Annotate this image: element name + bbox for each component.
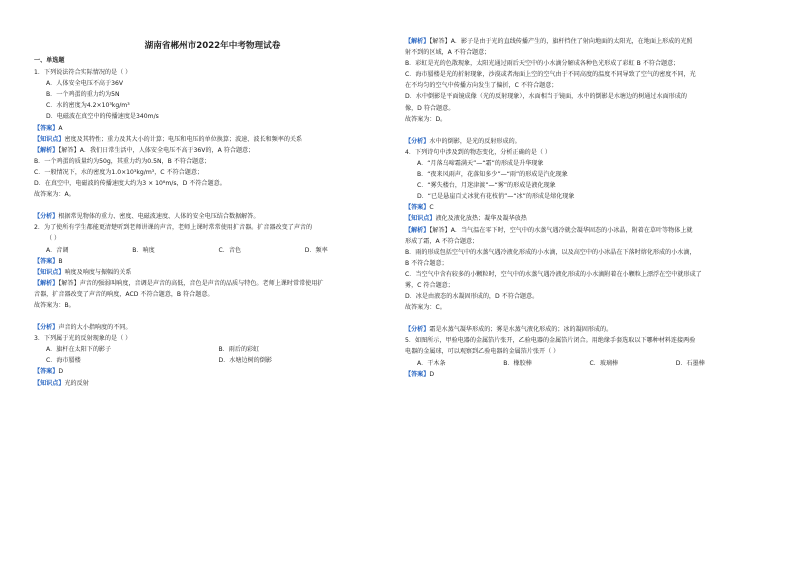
- q4-answer: [405, 202, 762, 213]
- q3-option-a: A．旗杆在太阳下的影子: [46, 346, 112, 354]
- knowledge-tag: 【知识点】: [34, 268, 65, 276]
- analysis-tag: 【分析】: [405, 326, 430, 334]
- q5-option-c: C．玻璃棒: [589, 359, 619, 367]
- analysis-text: 声音的大小指响度的不同。: [58, 324, 132, 332]
- knowledge-text: 液化及液化放热；凝华及凝华放热: [435, 215, 527, 223]
- q2-option-c: C．音色: [218, 246, 242, 254]
- q5-options: [405, 358, 762, 369]
- q3-analysis: [405, 136, 762, 147]
- page-title: 湖南省郴州市2022年中考物理试卷: [144, 41, 281, 51]
- q3-explain-3: B．彩虹是光的色散现象，太阳光通过雨后天空中的小水滴分解成各种色光形成了彩虹 B 不符合题意；: [405, 60, 680, 68]
- explain-text: 【解答】声音的强弱叫响度，音调是声音的高低，音色是声音的品质与特色。老师上课时常常使用扩: [58, 279, 324, 287]
- q3-knowledge: [34, 378, 391, 389]
- answer-value: A: [58, 124, 63, 132]
- q4-stem: 4．下列诗句中涉及到的物态变化，分析正确的是（ ）: [405, 148, 551, 156]
- q4-explain-6: 雾，C 符合题意；: [405, 281, 454, 289]
- explain-tag: 【解析】: [405, 226, 430, 234]
- answer-tag: 【答案】: [34, 257, 59, 265]
- explain-text: 【解答】A．当气温在零下时，空气中的水蒸气遇冷就会凝华固态的小冰晶，附着在草叶等物体上就: [429, 226, 693, 234]
- answer-tag: 【答案】: [405, 204, 430, 212]
- q3-explain-7: 像，D 符合题意。: [405, 104, 455, 112]
- section-heading: 一、单选题: [34, 57, 65, 64]
- q2-knowledge: [34, 267, 391, 278]
- q4-option-c: C．“雾失楼台，月迷津渡”—“雾”的形成是液化现象: [417, 182, 556, 190]
- q3-options-row1: [34, 344, 391, 355]
- q2-analysis: [34, 322, 391, 333]
- q2-explain-1: [34, 278, 391, 289]
- answer-value: C: [429, 204, 434, 212]
- q3-stem: 3．下列属于光的反射现象的是（ ）: [34, 335, 132, 343]
- q4-explain-3: B．雨的形成包括空气中的水蒸气遇冷液化形成的小水滴，以及高空中的小冰晶在下落时熔化形成的小水滴，: [405, 248, 696, 256]
- explain-tag: 【解析】: [34, 146, 59, 154]
- explain-text: 【解答】A．我们日常生活中，人体安全电压不高于36V的，A 符合题意；: [58, 146, 255, 154]
- q1-stem: 1．下列说法符合实际情况的是（ ）: [34, 69, 132, 77]
- q5-stem: 5．如图所示，甲验电器的金属箔片张开，乙验电器的金属箔片闭合。用绝缘手套选取以下哪种材料连接两验: [405, 337, 696, 345]
- analysis-tag: 【分析】: [405, 137, 430, 145]
- q2-option-b: B．响度: [132, 246, 155, 254]
- q1-knowledge: [34, 134, 391, 145]
- q2-final: 故答案为：B。: [34, 301, 75, 309]
- knowledge-text: 密度及其特性；重力及其大小的计算；电压和电压的单位换算；波速、波长和频率的关系: [64, 135, 303, 143]
- analysis-text: 根据常见物体的重力、密度、电磁波速度、人体的安全电压结合数据解答。: [58, 213, 260, 221]
- q4-explain-2: 形成了霜，A 不符合题意；: [405, 237, 479, 245]
- q2-answer: [34, 256, 391, 267]
- q1-explain-3: C．一般情况下，水的密度为1.0×10³kg/m³，C 不符合题意；: [34, 168, 204, 176]
- q3-explain-2: 射不到的区域，A 不符合题意；: [405, 49, 491, 57]
- q3-explain-5: 在不均匀的空气中传播方向发生了偏折，C 不符合题意；: [405, 82, 558, 90]
- answer-value: B: [58, 257, 63, 265]
- q1-option-c: C．水的密度为4.2×10³kg/m³: [46, 102, 130, 110]
- knowledge-text: 响度及响度与振幅的关系: [64, 268, 132, 276]
- q4-explain-7: D．冰是由液态的水凝固形成的，D 不符合题意。: [405, 293, 539, 301]
- q3-explain-1: [405, 36, 762, 47]
- answer-tag: 【答案】: [405, 370, 430, 378]
- q1-option-b: B．一个鸡蛋的重力约为5N: [46, 91, 120, 99]
- knowledge-tag: 【知识点】: [34, 135, 65, 143]
- analysis-tag: 【分析】: [34, 213, 59, 221]
- q1-analysis: [34, 211, 391, 222]
- q3-options-row2: [34, 355, 391, 366]
- q1-final: 故答案为：A。: [34, 191, 75, 199]
- q4-final: 故答案为：C。: [405, 304, 446, 312]
- q3-explain-6: D．水中倒影是平面镜成像（光的反射现象），水面相当于镜面，水中的倒影是水塘边的树通过水面形成的: [405, 93, 687, 101]
- q2-explain-2: 音器，扩音器改变了声音的响度，ACD 不符合题意，B 符合题意。: [34, 290, 214, 298]
- explain-text: 【解答】A．影子是由于光的直线传播产生的，旗杆挡住了射向地面的太阳光，在地面上形成的光照: [429, 38, 693, 45]
- explain-tag: 【解析】: [405, 38, 430, 45]
- q4-explain-1: [405, 225, 762, 236]
- analysis-text: 霜是水蒸气凝华形成的；雾是水蒸气液化形成的；冰的凝固形成的。: [429, 326, 613, 334]
- q1-explain-2: B．一个鸡蛋的质量约为50g，其重力约为0.5N，B 不符合题意；: [34, 157, 211, 165]
- right-column: [405, 36, 762, 380]
- q3-option-c: C．海市蜃楼: [46, 357, 81, 365]
- q4-explain-4: B 不符合题意；: [405, 259, 448, 267]
- q2-option-d: D．频率: [304, 246, 328, 254]
- q4-knowledge: [405, 213, 762, 224]
- q1-explain-4: D．在真空中，电磁波的传播速度大约为3 × 10⁸m/s，D 不符合题意。: [34, 180, 226, 188]
- q3-answer: [34, 366, 391, 377]
- q1-option-a: A．人体安全电压不高于36V: [46, 80, 124, 88]
- knowledge-tag: 【知识点】: [34, 379, 65, 387]
- q5-stem-cont: 电器的金属球，可以观察到乙验电器的金属箔片张开（ ）: [405, 348, 560, 356]
- left-column: [34, 30, 391, 389]
- q5-option-a: A．干木条: [417, 359, 446, 367]
- q4-option-d: D．“已是悬崖百丈冰犹有花枝俏”—“冰”的形成是熔化现象: [417, 193, 575, 201]
- q2-options: [34, 245, 391, 256]
- q5-answer: [405, 369, 762, 380]
- q4-option-b: B．“夜来风雨声，花落知多少”—“雨”的形成是汽化现象: [417, 171, 568, 179]
- q3-option-d: D．水塘边树的倒影: [218, 357, 272, 365]
- analysis-text: 水中的倒影，是光的反射形成的。: [429, 137, 521, 145]
- q4-explain-5: C．当空气中含有较多的小颗粒时，空气中的水蒸气遇冷液化形成的小水滴附着在小颗粒上漂浮在空中就形成了: [405, 270, 702, 278]
- q4-option-a: A．“月落乌啼霜满天”—“霜”的形成是升华现象: [417, 159, 544, 167]
- explain-tag: 【解析】: [34, 279, 59, 287]
- analysis-tag: 【分析】: [34, 324, 59, 332]
- answer-tag: 【答案】: [34, 368, 59, 376]
- q4-analysis: [405, 324, 762, 335]
- q2-stem-cont: （ ）: [46, 235, 61, 243]
- answer-value: D: [58, 368, 64, 376]
- q1-explain-1: [34, 145, 391, 156]
- q2-stem: 2．为了使所有学生都能更清楚听到老师讲课的声音，老师上课时常常使用扩音器。扩音器改变了声音的: [34, 224, 313, 232]
- q3-option-b: B．雨后的彩虹: [218, 346, 260, 354]
- q1-option-d: D．电磁波在真空中的传播速度是340m/s: [46, 113, 159, 121]
- answer-tag: 【答案】: [34, 124, 59, 132]
- q5-option-d: D．石墨棒: [675, 359, 705, 367]
- q3-final: 故答案为：D。: [405, 115, 447, 123]
- q5-option-b: B．橡胶棒: [503, 359, 532, 367]
- q2-option-a: A．音调: [46, 246, 69, 254]
- knowledge-text: 光的反射: [64, 379, 89, 387]
- knowledge-tag: 【知识点】: [405, 215, 436, 223]
- q1-answer: [34, 123, 391, 134]
- answer-value: D: [429, 370, 435, 378]
- q3-explain-4: C．海市蜃楼是光的折射现象，沙漠或者海面上空的空气由于不同高度的温度不同导致了空气的密度不同，光: [405, 71, 696, 79]
